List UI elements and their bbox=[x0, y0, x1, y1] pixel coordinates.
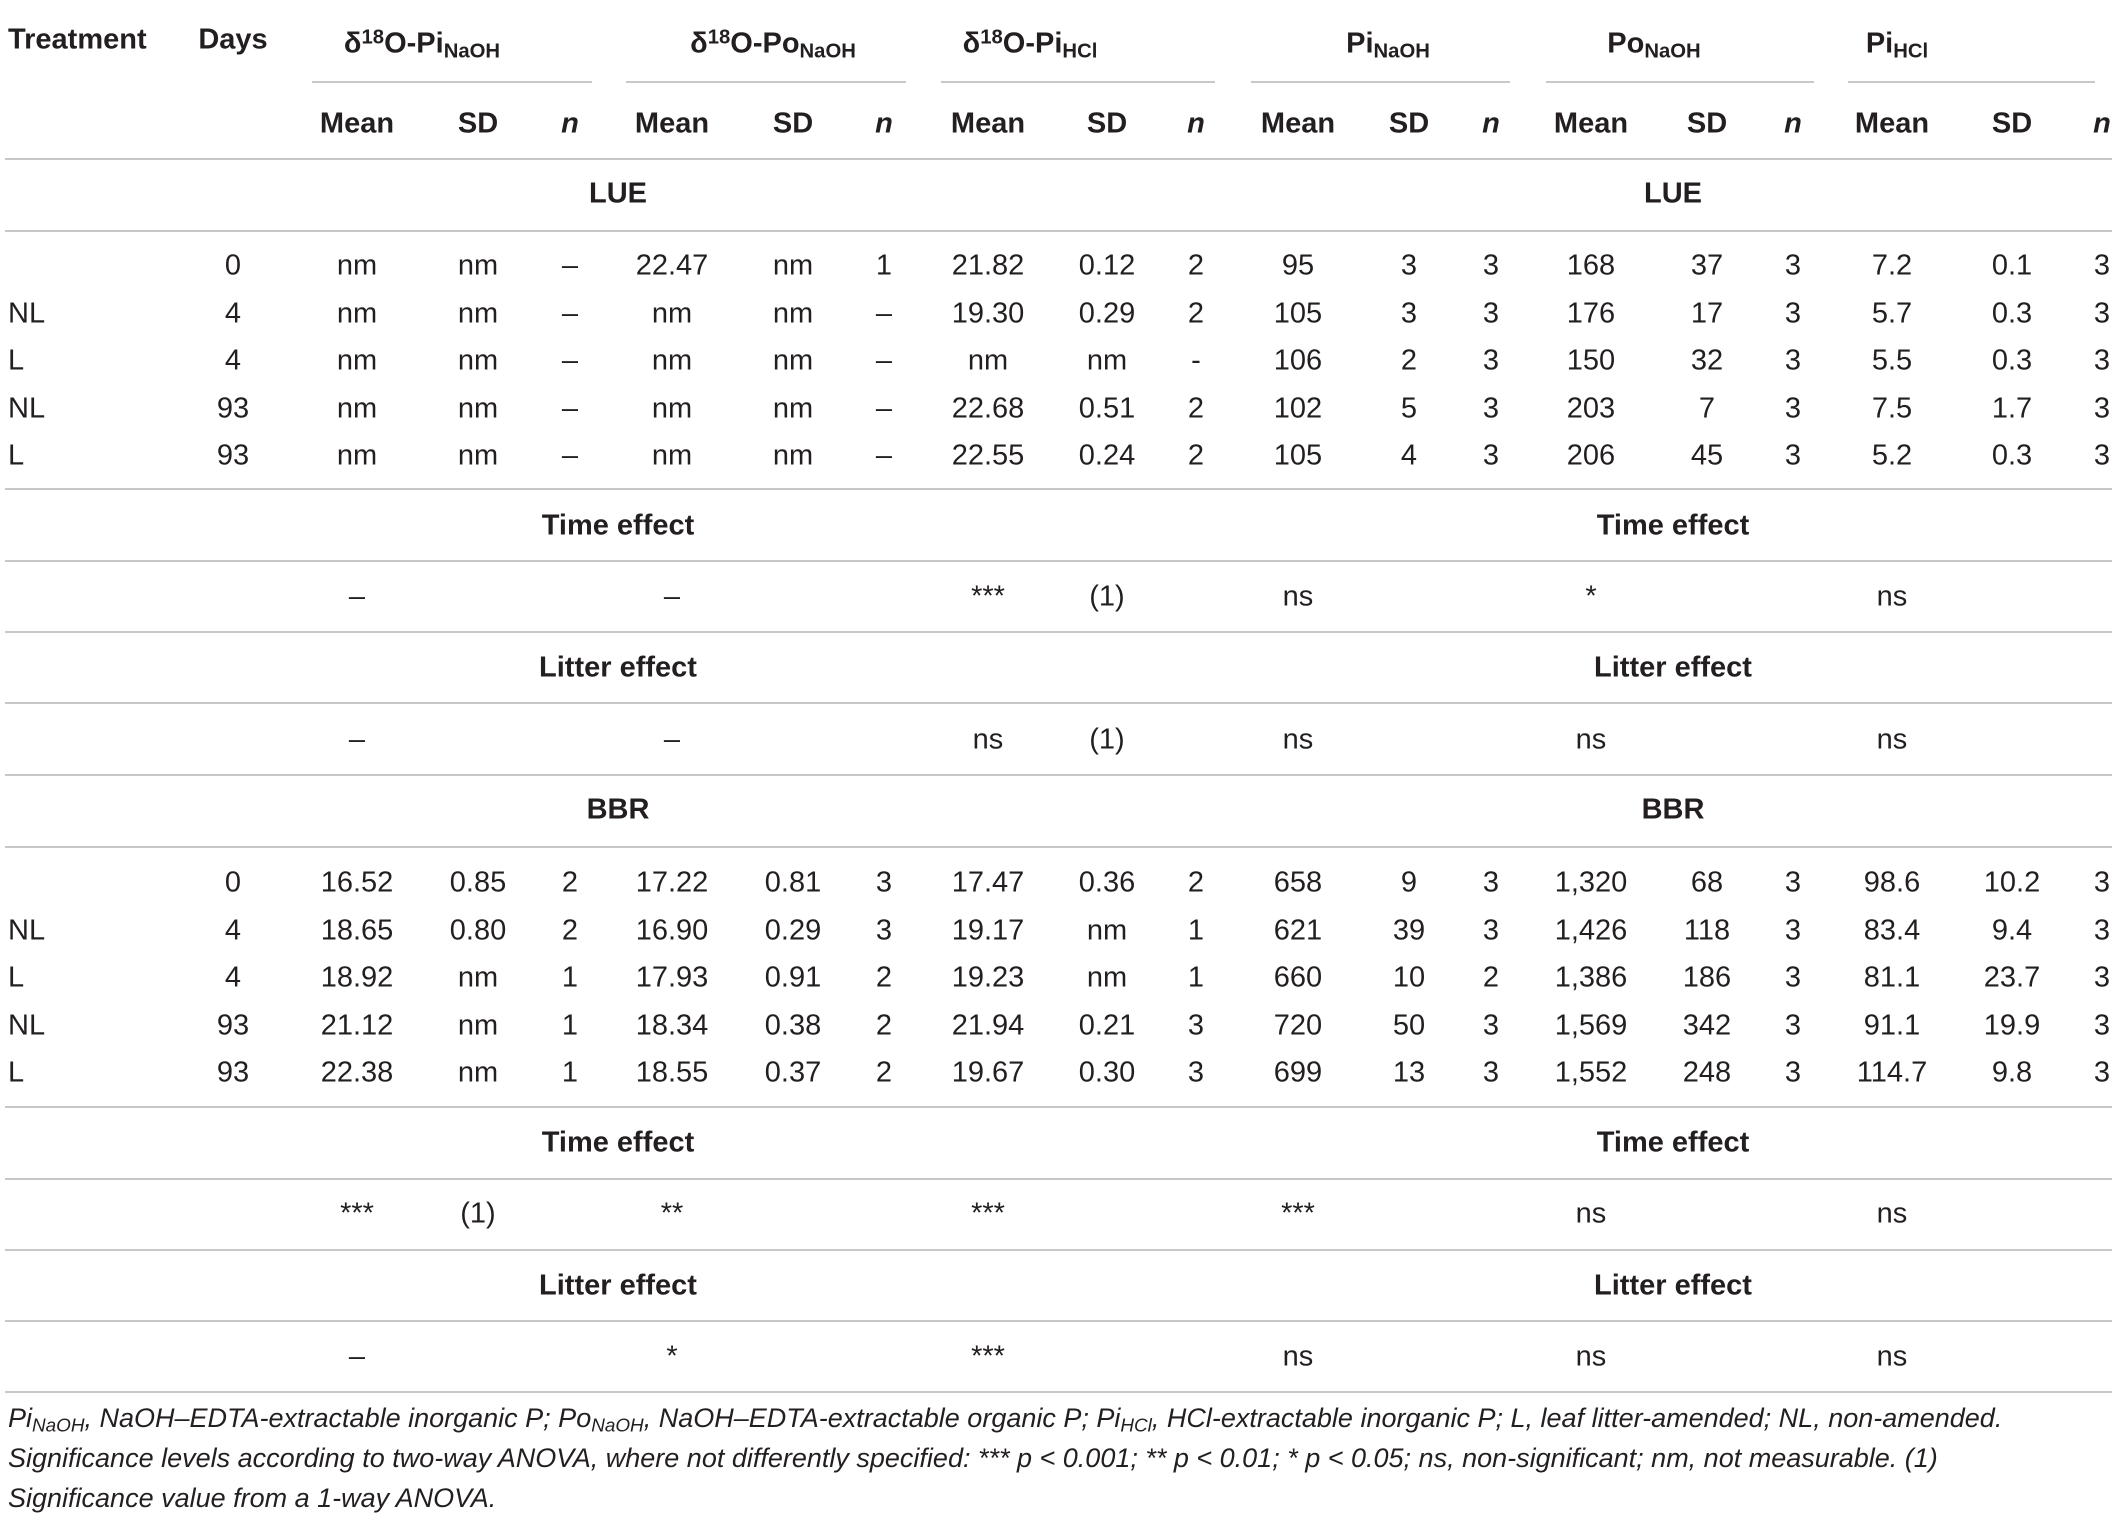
column-group-header: $\delta^{18}O-Pi_{HCl}$ bbox=[962, 26, 1098, 63]
lue-data-cell: nm bbox=[336, 392, 378, 424]
lue-data-cell: 7.5 bbox=[1871, 392, 1913, 424]
bbr-data-cell: 658 bbox=[1273, 866, 1323, 899]
lue-data-cell: 3 bbox=[1784, 392, 1802, 424]
section-label-bbr: BBR bbox=[586, 793, 650, 826]
section-rule bbox=[5, 488, 2112, 490]
lue-data-cell: nm bbox=[772, 249, 814, 282]
lue-data-cell: 0.3 bbox=[1991, 297, 2033, 329]
lue-time-effect-label: Time effect bbox=[541, 509, 695, 542]
bbr-data-cell: 68 bbox=[1690, 866, 1724, 899]
lue-data-cell: 3 bbox=[2093, 344, 2111, 377]
column-header-n: n bbox=[1482, 107, 1500, 140]
column-group-header: $\delta^{18}O-Po_{NaOH}$ bbox=[690, 26, 856, 63]
bbr-data-cell: 18.92 bbox=[320, 961, 394, 994]
bbr-data-cell: 2 bbox=[561, 866, 579, 899]
lue-data-cell: 0.29 bbox=[1078, 297, 1136, 329]
bbr-data-cell: 3 bbox=[1784, 914, 1802, 946]
lue-data-cell: 32 bbox=[1690, 344, 1724, 377]
group-underline bbox=[941, 81, 1215, 83]
column-header-n: n bbox=[561, 107, 579, 140]
bbr-data-cell: 21.94 bbox=[951, 1009, 1025, 1041]
lue-data-cell: 22.47 bbox=[635, 249, 709, 282]
section-rule bbox=[5, 1178, 2112, 1180]
bbr-data-cell: 4 bbox=[224, 961, 242, 994]
bbr-time-effect-value: ** bbox=[660, 1197, 684, 1230]
bbr-data-cell: 17.47 bbox=[951, 866, 1025, 899]
bbr-data-cell: 3 bbox=[1784, 961, 1802, 994]
bbr-data-cell: 0.30 bbox=[1078, 1056, 1136, 1089]
lue-data-cell: - bbox=[1191, 344, 1201, 377]
lue-data-cell: 4 bbox=[1400, 439, 1418, 472]
bbr-data-cell: 621 bbox=[1273, 914, 1323, 946]
bbr-data-cell: 22.38 bbox=[320, 1056, 394, 1089]
lue-data-cell: nm bbox=[772, 439, 814, 472]
lue-data-cell: nm bbox=[336, 297, 378, 329]
section-rule bbox=[5, 560, 2112, 562]
lue-data-cell: – bbox=[875, 439, 893, 472]
bbr-data-cell: 3 bbox=[1482, 1009, 1500, 1041]
lue-data-cell: 5.7 bbox=[1871, 297, 1913, 329]
lue-data-cell: 105 bbox=[1273, 297, 1323, 329]
lue-data-cell: nm bbox=[967, 344, 1009, 377]
lue-time-effect-value: ns bbox=[1876, 580, 1908, 613]
lue-data-cell: nm bbox=[1086, 344, 1128, 377]
bbr-litter-effect-value: ns bbox=[1876, 1340, 1908, 1373]
header-rule bbox=[5, 158, 2112, 160]
lue-data-cell: 3 bbox=[1784, 297, 1802, 329]
bbr-data-cell: 23.7 bbox=[1983, 961, 2041, 994]
lue-data-cell: 3 bbox=[1400, 297, 1418, 329]
caption-abbreviations: $Pi_{NaOH}$, NaOH–EDTA-extractable inorganic P; $Po_{NaOH}$, NaOH–EDTA-extractable organic P; $Pi_{HCl}$, HCl-extractable inorganic P; L, leaf litter-amended; NL, non-amended. bbox=[8, 1403, 2003, 1437]
lue-data-cell: 37 bbox=[1690, 249, 1724, 282]
lue-time-effect-value: – bbox=[348, 580, 366, 613]
lue-data-cell: 17 bbox=[1690, 297, 1724, 329]
lue-data-cell: 2 bbox=[1187, 439, 1205, 472]
lue-data-cell: 3 bbox=[1400, 249, 1418, 282]
bbr-data-cell: 699 bbox=[1273, 1056, 1323, 1089]
column-header-sd: SD bbox=[772, 107, 814, 140]
column-header-mean: Mean bbox=[1854, 107, 1930, 140]
column-header-mean: Mean bbox=[1260, 107, 1336, 140]
lue-data-cell: 22.68 bbox=[951, 392, 1025, 424]
lue-data-cell: 21.82 bbox=[951, 249, 1025, 282]
bbr-time-effect-value: ns bbox=[1575, 1197, 1607, 1230]
lue-data-cell: nm bbox=[651, 392, 693, 424]
bbr-data-cell: 10.2 bbox=[1983, 866, 2041, 899]
lue-data-cell: 3 bbox=[1482, 439, 1500, 472]
bbr-data-cell: 4 bbox=[224, 914, 242, 946]
bbr-data-cell: 3 bbox=[1784, 1009, 1802, 1041]
bbr-data-cell: 81.1 bbox=[1863, 961, 1921, 994]
column-group-header: $Po_{NaOH}$ bbox=[1607, 27, 1701, 63]
column-header-n: n bbox=[1187, 107, 1205, 140]
bbr-data-cell: 0.37 bbox=[764, 1056, 822, 1089]
lue-litter-effect-value: (1) bbox=[1089, 723, 1125, 756]
bbr-data-cell: 1,386 bbox=[1554, 961, 1628, 994]
lue-data-cell: 176 bbox=[1566, 297, 1616, 329]
bbr-data-cell: 2 bbox=[1187, 866, 1205, 899]
lue-litter-effect-value: ns bbox=[1575, 723, 1607, 756]
bbr-litter-effect-label: Litter effect bbox=[1594, 1269, 1752, 1302]
lue-data-cell: nm bbox=[651, 297, 693, 329]
bbr-litter-effect-value: * bbox=[666, 1340, 678, 1373]
bbr-data-cell: 3 bbox=[1482, 1056, 1500, 1089]
lue-data-cell: 105 bbox=[1273, 439, 1323, 472]
column-group-header: $\delta^{18}O-Pi_{NaOH}$ bbox=[343, 26, 501, 63]
bbr-litter-effect-label: Litter effect bbox=[539, 1269, 697, 1302]
lue-data-cell: 5 bbox=[1400, 392, 1418, 424]
bbr-time-effect-value: *** bbox=[1281, 1197, 1315, 1230]
bbr-data-cell: 3 bbox=[875, 914, 893, 946]
bbr-data-cell: 21.12 bbox=[320, 1009, 394, 1041]
column-header-n: n bbox=[1784, 107, 1802, 140]
bbr-data-cell: 0.36 bbox=[1078, 866, 1136, 899]
column-header-sd: SD bbox=[1388, 107, 1430, 140]
lue-data-cell: – bbox=[875, 297, 893, 329]
bbr-data-cell: 0.81 bbox=[764, 866, 822, 899]
bbr-data-cell: 2 bbox=[561, 914, 579, 946]
bbr-data-cell: 3 bbox=[1784, 866, 1802, 899]
lue-treatment-cell: L bbox=[8, 344, 25, 377]
lue-litter-effect-value: ns bbox=[972, 723, 1004, 756]
caption-line-1 bbox=[8, 1398, 2108, 1438]
lue-data-cell: nm bbox=[336, 344, 378, 377]
lue-data-cell: 3 bbox=[1482, 344, 1500, 377]
lue-data-cell: nm bbox=[772, 392, 814, 424]
bbr-data-cell: 1 bbox=[1187, 961, 1205, 994]
bbr-time-effect-value: (1) bbox=[460, 1197, 496, 1230]
lue-time-effect-value: (1) bbox=[1089, 580, 1125, 613]
lue-litter-effect-label: Litter effect bbox=[1594, 651, 1752, 684]
lue-litter-effect-value: ns bbox=[1876, 723, 1908, 756]
lue-data-cell: nm bbox=[651, 439, 693, 472]
bbr-time-effect-value: ns bbox=[1876, 1197, 1908, 1230]
bbr-data-cell: 3 bbox=[1187, 1056, 1205, 1089]
bbr-litter-effect-value: – bbox=[348, 1340, 366, 1373]
section-label-lue: LUE bbox=[1644, 177, 1702, 210]
bbr-data-cell: 3 bbox=[1784, 1056, 1802, 1089]
group-underline bbox=[1546, 81, 1814, 83]
bbr-data-cell: 186 bbox=[1682, 961, 1732, 994]
lue-data-cell: 1.7 bbox=[1991, 392, 2033, 424]
bbr-data-cell: 2 bbox=[875, 1009, 893, 1041]
lue-data-cell: 0.24 bbox=[1078, 439, 1136, 472]
bbr-data-cell: nm bbox=[1086, 961, 1128, 994]
bbr-treatment-cell: L bbox=[8, 1056, 25, 1089]
section-rule bbox=[5, 846, 2112, 848]
bbr-data-cell: 0.21 bbox=[1078, 1009, 1136, 1041]
bbr-data-cell: 3 bbox=[2093, 866, 2111, 899]
lue-data-cell: 2 bbox=[1187, 249, 1205, 282]
bbr-data-cell: 19.17 bbox=[951, 914, 1025, 946]
bbr-litter-effect-value: *** bbox=[971, 1340, 1005, 1373]
bbr-data-cell: 2 bbox=[875, 961, 893, 994]
lue-litter-effect-value: – bbox=[663, 723, 681, 756]
bbr-treatment-cell: L bbox=[8, 961, 25, 994]
bbr-data-cell: 3 bbox=[1482, 914, 1500, 946]
bbr-data-cell: 50 bbox=[1392, 1009, 1426, 1041]
lue-data-cell: 3 bbox=[2093, 297, 2111, 329]
bbr-data-cell: 1,569 bbox=[1554, 1009, 1628, 1041]
bbr-data-cell: 248 bbox=[1682, 1056, 1732, 1089]
column-header-sd: SD bbox=[1086, 107, 1128, 140]
bbr-data-cell: 0.29 bbox=[764, 914, 822, 946]
bbr-data-cell: 3 bbox=[2093, 1056, 2111, 1089]
bbr-treatment-cell: NL bbox=[8, 914, 46, 946]
section-label-lue: LUE bbox=[589, 177, 647, 210]
bbr-data-cell: 0.38 bbox=[764, 1009, 822, 1041]
bbr-data-cell: 39 bbox=[1392, 914, 1426, 946]
bbr-data-cell: 19.67 bbox=[951, 1056, 1025, 1089]
lue-data-cell: 2 bbox=[1400, 344, 1418, 377]
lue-data-cell: 3 bbox=[1784, 439, 1802, 472]
lue-data-cell: – bbox=[561, 249, 579, 282]
bbr-litter-effect-value: ns bbox=[1575, 1340, 1607, 1373]
bbr-data-cell: 1,426 bbox=[1554, 914, 1628, 946]
bbr-data-cell: nm bbox=[457, 1009, 499, 1041]
bbr-data-cell: 342 bbox=[1682, 1009, 1732, 1041]
bbr-data-cell: 19.9 bbox=[1983, 1009, 2041, 1041]
lue-data-cell: 4 bbox=[224, 344, 242, 377]
bbr-time-effect-value: *** bbox=[340, 1197, 374, 1230]
lue-data-cell: 5.5 bbox=[1871, 344, 1913, 377]
bbr-data-cell: 3 bbox=[2093, 961, 2111, 994]
bbr-time-effect-label: Time effect bbox=[541, 1126, 695, 1159]
bbr-data-cell: 18.55 bbox=[635, 1056, 709, 1089]
section-rule bbox=[5, 631, 2112, 633]
lue-data-cell: 0.51 bbox=[1078, 392, 1136, 424]
bbr-data-cell: 114.7 bbox=[1856, 1056, 1928, 1089]
bbr-data-cell: 0.91 bbox=[764, 961, 822, 994]
bbr-data-cell: 3 bbox=[1187, 1009, 1205, 1041]
bbr-data-cell: 17.22 bbox=[635, 866, 709, 899]
lue-data-cell: 7 bbox=[1698, 392, 1716, 424]
lue-data-cell: 3 bbox=[1482, 249, 1500, 282]
bbr-data-cell: 13 bbox=[1392, 1056, 1426, 1089]
lue-time-effect-value: * bbox=[1585, 580, 1597, 613]
bbr-data-cell: 1 bbox=[561, 1009, 579, 1041]
column-header-sd: SD bbox=[457, 107, 499, 140]
lue-litter-effect-value: ns bbox=[1282, 723, 1314, 756]
lue-data-cell: 206 bbox=[1566, 439, 1616, 472]
lue-time-effect-value: ns bbox=[1282, 580, 1314, 613]
lue-data-cell: nm bbox=[651, 344, 693, 377]
column-header-mean: Mean bbox=[634, 107, 710, 140]
bbr-data-cell: 2 bbox=[875, 1056, 893, 1089]
lue-data-cell: nm bbox=[336, 249, 378, 282]
lue-data-cell: nm bbox=[457, 344, 499, 377]
lue-data-cell: 0.3 bbox=[1991, 344, 2033, 377]
lue-data-cell: 45 bbox=[1690, 439, 1724, 472]
lue-data-cell: nm bbox=[772, 297, 814, 329]
bbr-data-cell: 91.1 bbox=[1863, 1009, 1921, 1041]
lue-treatment-cell: L bbox=[8, 439, 25, 472]
bbr-data-cell: nm bbox=[457, 961, 499, 994]
section-label-bbr: BBR bbox=[1641, 793, 1705, 826]
column-header-mean: Mean bbox=[319, 107, 395, 140]
lue-data-cell: 93 bbox=[216, 439, 250, 472]
group-underline bbox=[626, 81, 906, 83]
lue-data-cell: 3 bbox=[1482, 392, 1500, 424]
bbr-data-cell: 93 bbox=[216, 1056, 250, 1089]
bbr-data-cell: 2 bbox=[1482, 961, 1500, 994]
bbr-data-cell: 10 bbox=[1392, 961, 1426, 994]
bbr-treatment-cell: NL bbox=[8, 1009, 46, 1041]
lue-data-cell: 1 bbox=[875, 249, 893, 282]
lue-data-cell: nm bbox=[457, 249, 499, 282]
lue-data-cell: 102 bbox=[1273, 392, 1323, 424]
column-header-sd: SD bbox=[1991, 107, 2033, 140]
lue-data-cell: 19.30 bbox=[951, 297, 1025, 329]
lue-treatment-cell: NL bbox=[8, 297, 46, 329]
lue-data-cell: 0 bbox=[224, 249, 242, 282]
bbr-data-cell: 3 bbox=[2093, 914, 2111, 946]
bbr-data-cell: 98.6 bbox=[1863, 866, 1921, 899]
section-rule bbox=[5, 1249, 2112, 1251]
lue-data-cell: 3 bbox=[2093, 392, 2111, 424]
lue-data-cell: – bbox=[875, 344, 893, 377]
bbr-data-cell: 18.34 bbox=[635, 1009, 709, 1041]
lue-data-cell: 93 bbox=[216, 392, 250, 424]
bbr-time-effect-label: Time effect bbox=[1596, 1126, 1750, 1159]
lue-data-cell: 0.12 bbox=[1078, 249, 1136, 282]
bbr-data-cell: 0.85 bbox=[449, 866, 507, 899]
bbr-data-cell: 0 bbox=[224, 866, 242, 899]
lue-data-cell: 4 bbox=[224, 297, 242, 329]
lue-data-cell: 3 bbox=[1482, 297, 1500, 329]
lue-data-cell: 3 bbox=[2093, 439, 2111, 472]
bbr-data-cell: 1 bbox=[561, 1056, 579, 1089]
column-header-mean: Mean bbox=[950, 107, 1026, 140]
column-header-days: Days bbox=[198, 23, 268, 56]
lue-data-cell: 150 bbox=[1566, 344, 1616, 377]
lue-data-cell: 2 bbox=[1187, 392, 1205, 424]
group-underline bbox=[1251, 81, 1510, 83]
bbr-data-cell: 720 bbox=[1273, 1009, 1323, 1041]
lue-data-cell: nm bbox=[457, 439, 499, 472]
lue-data-cell: – bbox=[561, 392, 579, 424]
lue-time-effect-value: *** bbox=[971, 580, 1005, 613]
lue-data-cell: 22.55 bbox=[951, 439, 1025, 472]
lue-litter-effect-value: – bbox=[348, 723, 366, 756]
lue-data-cell: 3 bbox=[1784, 344, 1802, 377]
bbr-data-cell: 3 bbox=[1482, 866, 1500, 899]
bbr-data-cell: 83.4 bbox=[1863, 914, 1921, 946]
bbr-data-cell: 19.23 bbox=[951, 961, 1025, 994]
bbr-data-cell: 16.90 bbox=[635, 914, 709, 946]
lue-data-cell: 3 bbox=[2093, 249, 2111, 282]
lue-data-cell: 0.1 bbox=[1991, 249, 2033, 282]
bbr-data-cell: 1,552 bbox=[1554, 1056, 1628, 1089]
bbr-data-cell: 660 bbox=[1273, 961, 1323, 994]
lue-data-cell: 0.3 bbox=[1991, 439, 2033, 472]
column-group-header: $Pi_{NaOH}$ bbox=[1346, 27, 1430, 63]
bbr-data-cell: nm bbox=[457, 1056, 499, 1089]
bbr-data-cell: 1 bbox=[1187, 914, 1205, 946]
lue-data-cell: 203 bbox=[1566, 392, 1616, 424]
lue-time-effect-label: Time effect bbox=[1596, 509, 1750, 542]
lue-data-cell: nm bbox=[457, 297, 499, 329]
bbr-data-cell: 1,320 bbox=[1554, 866, 1628, 899]
lue-data-cell: 3 bbox=[1784, 249, 1802, 282]
lue-data-cell: 168 bbox=[1566, 249, 1616, 282]
section-rule bbox=[5, 1106, 2112, 1108]
lue-data-cell: – bbox=[561, 297, 579, 329]
lue-litter-effect-label: Litter effect bbox=[539, 651, 697, 684]
section-rule bbox=[5, 774, 2112, 776]
bbr-data-cell: 118 bbox=[1683, 914, 1731, 946]
caption-line-2: Significance levels according to two-way ANOVA, where not differently specified: *** p < 0.001; ** p < 0.01; * p < 0.05; ns, non-significant; nm, not measurable. (1) bbox=[8, 1443, 1938, 1473]
bbr-data-cell: 3 bbox=[2093, 1009, 2111, 1041]
lue-treatment-cell: NL bbox=[8, 392, 46, 424]
bbr-data-cell: 0.80 bbox=[449, 914, 507, 946]
bbr-data-cell: 3 bbox=[875, 866, 893, 899]
lue-data-cell: – bbox=[561, 344, 579, 377]
column-header-n: n bbox=[2093, 107, 2111, 140]
bbr-data-cell: 1 bbox=[561, 961, 579, 994]
lue-data-cell: 7.2 bbox=[1871, 249, 1913, 282]
lue-data-cell: nm bbox=[336, 439, 378, 472]
bbr-data-cell: 93 bbox=[216, 1009, 250, 1041]
lue-data-cell: nm bbox=[772, 344, 814, 377]
column-header-n: n bbox=[875, 107, 893, 140]
bbr-data-cell: nm bbox=[1086, 914, 1128, 946]
bbr-data-cell: 17.93 bbox=[635, 961, 709, 994]
lue-data-cell: nm bbox=[457, 392, 499, 424]
column-header-treatment: Treatment bbox=[8, 23, 147, 56]
bbr-data-cell: 9 bbox=[1400, 866, 1418, 899]
lue-data-cell: 106 bbox=[1273, 344, 1323, 377]
column-header-mean: Mean bbox=[1553, 107, 1629, 140]
column-header-sd: SD bbox=[1686, 107, 1728, 140]
lue-data-cell: – bbox=[875, 392, 893, 424]
column-group-header: $Pi_{HCl}$ bbox=[1865, 27, 1929, 63]
bbr-litter-effect-value: ns bbox=[1282, 1340, 1314, 1373]
lue-data-cell: – bbox=[561, 439, 579, 472]
bbr-data-cell: 9.8 bbox=[1991, 1056, 2033, 1089]
lue-data-cell: 5.2 bbox=[1871, 439, 1913, 472]
lue-data-cell: 95 bbox=[1281, 249, 1315, 282]
bbr-data-cell: 18.65 bbox=[320, 914, 394, 946]
section-rule bbox=[5, 230, 2112, 232]
bbr-time-effect-value: *** bbox=[971, 1197, 1005, 1230]
bbr-data-cell: 9.4 bbox=[1991, 914, 2033, 946]
lue-time-effect-value: – bbox=[663, 580, 681, 613]
table-bottom-rule bbox=[5, 1391, 2112, 1393]
group-underline bbox=[1848, 81, 2095, 83]
caption-line-3: Significance value from a 1-way ANOVA. bbox=[8, 1483, 497, 1513]
bbr-data-cell: 16.52 bbox=[320, 866, 394, 899]
section-rule bbox=[5, 702, 2112, 704]
lue-data-cell: 2 bbox=[1187, 297, 1205, 329]
group-underline bbox=[312, 81, 592, 83]
section-rule bbox=[5, 1320, 2112, 1322]
